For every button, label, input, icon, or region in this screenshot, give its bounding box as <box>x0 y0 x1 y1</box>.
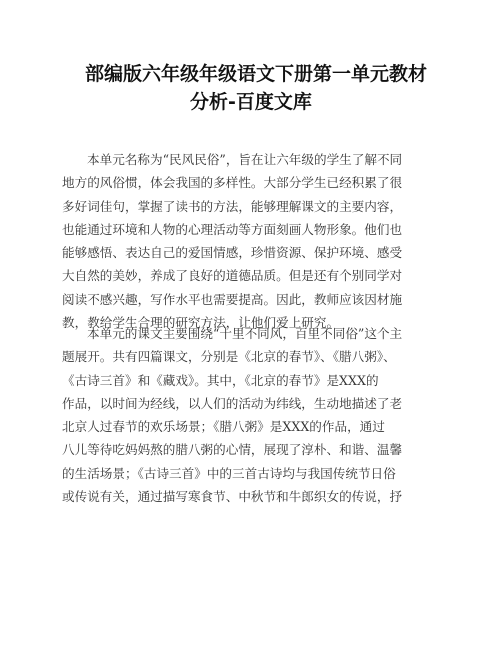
title-line-2: 分析-百度文库 <box>190 91 312 113</box>
document-title <box>0 60 502 116</box>
paragraph-line: 《古诗三首》和《藏戏》。其中，《北京的春节》是XXX的 <box>62 372 379 388</box>
paragraph-line: 能够感悟、表达自己的爱国情感，珍惜资源、保护环境、感受 <box>62 245 403 261</box>
paragraph-line: 作品，以时间为经线，以人们的活动为纬线，生动地描述了老 <box>62 395 403 411</box>
paragraph-line: 或传说有关，通过描写寒食节、中秋节和牛郎织女的传说，抒 <box>62 489 403 505</box>
paragraph-line: 八儿等待吃妈妈熬的腊八粥的心情，展现了淳朴、和谐、温馨 <box>62 442 403 458</box>
paragraph-line: 地方的风俗惯，体会我国的多样性。大部分学生已经积累了很 <box>62 175 403 191</box>
paragraph-1 <box>62 148 442 334</box>
paragraph-line: 本单元名称为“民风民俗”，旨在让六年级的学生了解不同 <box>87 152 403 167</box>
paragraph-line: 多好词佳句，掌握了读书的方法，能够理解课文的主要内容， <box>62 198 403 214</box>
paragraph-line: 大自然的美妙，养成了良好的道德品质。但是还有个别同学对 <box>62 268 403 284</box>
paragraph-line: 的生活场景；《古诗三首》中的三首古诗均与我国传统节日俗 <box>62 465 396 481</box>
paragraph-line: 北京人过春节的欢乐场景；《腊八粥》是XXX的作品，通过 <box>62 419 385 435</box>
paragraph-line: 也能通过环境和人物的心理活动等方面刻画人物形象。他们也 <box>62 221 403 237</box>
title-line-1: 部编版六年级年级语文下册第一单元教材 <box>84 63 427 85</box>
paragraph-line: 题展开。共有四篇课文，分别是《北京的春节》、《腊八粥》、 <box>62 349 396 365</box>
paragraph-line: 本单元的课文主要围绕“十里不同风，百里不同俗”这个主 <box>87 326 403 341</box>
paragraph-line: 阅读不感兴趣，写作水平也需要提高。因此，教师应该因材施 <box>62 291 403 307</box>
paragraph-2 <box>62 322 442 508</box>
paragraph-line: 教，教给学生合理的研究方法，让他们爱上研究。 <box>62 315 340 331</box>
